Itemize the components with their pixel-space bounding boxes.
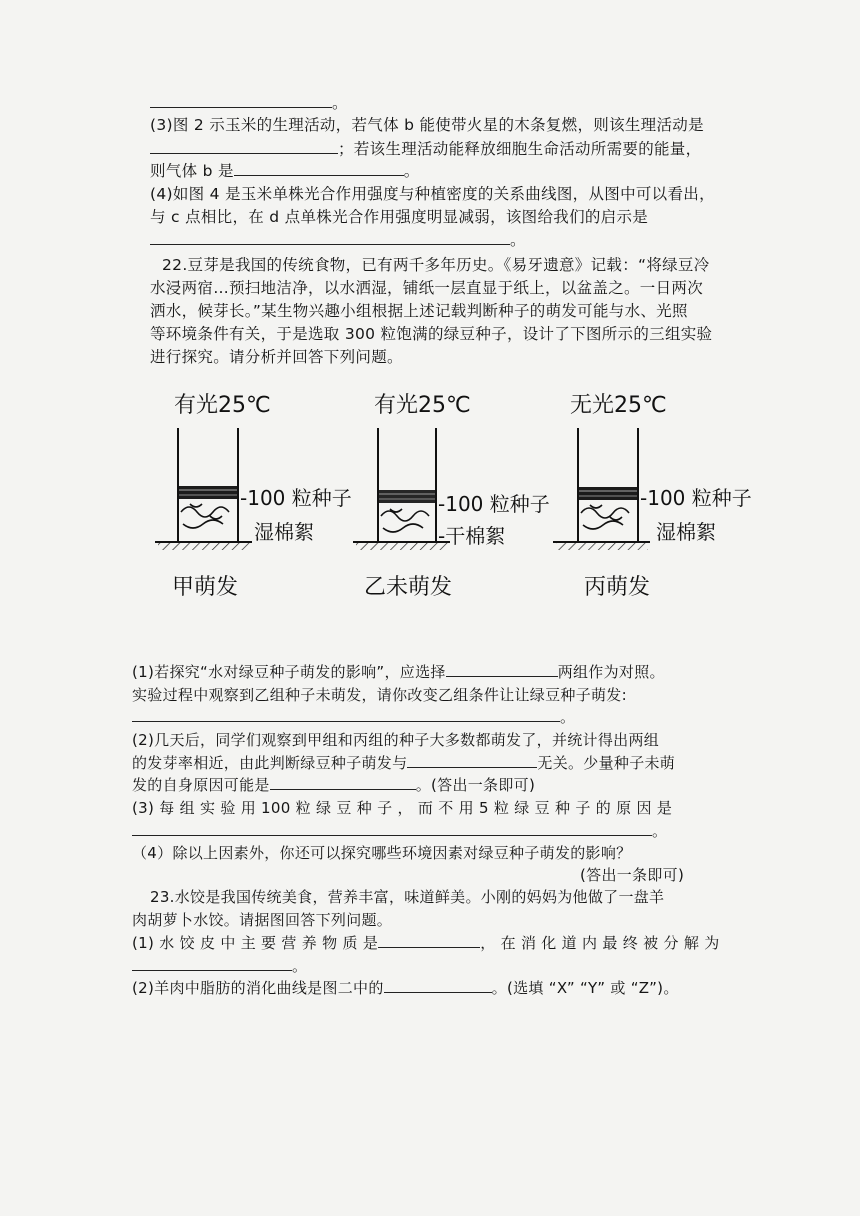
q22-sub1-line2: 实验过程中观察到乙组种子未萌发，请你改变乙组条件让让绿豆种子萌发: bbox=[132, 686, 627, 704]
q22-stem-line4: 等环境条件有关，于是选取 300 粒饱满的绿豆种子，设计了下图所示的三组实验 bbox=[150, 325, 713, 343]
q22-sub1-line3: 。 bbox=[132, 706, 732, 728]
q22-sub2-line3: 发的自身原因可能是 。(答出一条即可) bbox=[132, 776, 536, 794]
setup-yi-medium: -干棉絮 bbox=[438, 524, 506, 548]
answer-blank[interactable] bbox=[132, 821, 652, 836]
q22-stem-line3: 洒水，候芽长。”某生物兴趣小组根据上述记载判断种子的萌发可能与水、光照 bbox=[150, 302, 688, 320]
q22-sub4-line2: (答出一条即可) bbox=[580, 866, 685, 884]
q23-stem-line1: 23.水饺是我国传统美食，营养丰富，味道鲜美。小刚的妈妈为他做了一盘羊 bbox=[150, 888, 665, 906]
seed-layer bbox=[579, 487, 637, 500]
q23-stem-line2: 肉胡萝卜水饺。请据图回答下列问题。 bbox=[132, 911, 393, 929]
answer-blank[interactable] bbox=[270, 775, 416, 790]
setup-bing-condition: 无光25℃ bbox=[570, 393, 667, 418]
answer-blank[interactable] bbox=[150, 230, 510, 245]
q21-sub3-line3: 则气体 b 是 。 bbox=[150, 162, 420, 180]
q22-sub3-line2: 。 bbox=[132, 820, 732, 842]
q22-sub1-line1: (1)若探究“水对绿豆种子萌发的影响”，应选择 两组作为对照。 bbox=[132, 663, 665, 681]
seed-layer bbox=[179, 486, 237, 499]
answer-blank[interactable] bbox=[132, 956, 292, 971]
answer-blank[interactable] bbox=[407, 753, 537, 768]
setup-bing-seeds: -100 粒种子 bbox=[640, 486, 752, 510]
cotton-texture bbox=[581, 505, 629, 529]
setup-jia-seeds: -100 粒种子 bbox=[240, 486, 352, 510]
setup-yi-seeds: -100 粒种子 bbox=[438, 492, 550, 516]
setup-jia-medium: 湿棉絮 bbox=[254, 520, 314, 544]
answer-blank[interactable] bbox=[234, 161, 404, 176]
seed-layer bbox=[379, 490, 435, 503]
answer-blank[interactable] bbox=[384, 978, 492, 993]
answer-blank[interactable] bbox=[132, 707, 560, 722]
q22-stem-line5: 进行探究。请分析并回答下列问题。 bbox=[150, 348, 403, 366]
cotton-texture bbox=[381, 509, 429, 532]
answer-blank[interactable] bbox=[150, 139, 338, 154]
setup-yi-result: 乙未萌发 bbox=[364, 575, 453, 600]
setup-bing-result: 丙萌发 bbox=[584, 575, 651, 600]
q22-sub2-line1: (2)几天后，同学们观察到甲组和丙组的种子大多数都萌发了，并统计得出两组 bbox=[132, 731, 660, 749]
setup-yi bbox=[353, 428, 450, 550]
q22-sub2-line2: 的发芽率相近，由此判断绿豆种子萌发与 无关。少量种子未萌 bbox=[132, 754, 676, 772]
q21-sub3-line2: ；若该生理活动能释放细胞生命活动所需要的能量， bbox=[150, 138, 740, 160]
q23-sub1-line2: 。 bbox=[132, 955, 732, 977]
q21-answer-line-0: 。 bbox=[150, 92, 740, 114]
setup-bing-medium: 湿棉絮 bbox=[656, 520, 716, 544]
setup-jia-result: 甲萌发 bbox=[172, 575, 239, 600]
cotton-texture bbox=[181, 504, 229, 528]
answer-blank[interactable] bbox=[446, 662, 558, 677]
q23-sub1-line1: (1) 水 饺 皮 中 主 要 营 养 物 质 是 ， 在 消 化 道 内 最 终 被 分 解 为 bbox=[132, 934, 720, 952]
q21-sub4-line1: (4)如图 4 是玉米单株光合作用强度与种植密度的关系曲线图，从图中可以看出， bbox=[150, 185, 715, 203]
setup-jia-condition: 有光25℃ bbox=[174, 393, 271, 418]
q22-stem-line2: 水浸两宿…预扫地洁净，以水洒湿，铺纸一层直显于纸上，以盆盖之。一日两次 bbox=[150, 279, 704, 297]
answer-blank[interactable] bbox=[378, 933, 480, 948]
answer-blank[interactable] bbox=[150, 93, 332, 108]
q21-sub3-line1: (3)图 2 示玉米的生理活动，若气体 b 能使带火星的木条复燃，则该生理活动是 bbox=[150, 116, 704, 134]
setup-jia bbox=[155, 428, 252, 550]
experiment-figure bbox=[150, 384, 750, 614]
setup-bing bbox=[553, 428, 650, 550]
setup-yi-condition: 有光25℃ bbox=[374, 393, 471, 418]
q23-sub2-line1: (2)羊肉中脂肪的消化曲线是图二中的 。(选填 “X” “Y” 或 “Z”)。 bbox=[132, 979, 679, 997]
q21-sub4-line3: 。 bbox=[150, 229, 740, 251]
q22-stem-line1: 22.豆芽是我国的传统食物，已有两千多年历史。《易牙遗意》记载：“将绿豆冷 bbox=[162, 256, 710, 274]
q21-sub4-line2: 与 c 点相比，在 d 点单株光合作用强度明显减弱，该图给我们的启示是 bbox=[150, 208, 649, 226]
q22-sub3-line1: (3) 每 组 实 验 用 100 粒 绿 豆 种 子 ， 而 不 用 5 粒 绿 豆 种 子 的 原 因 是 bbox=[132, 799, 673, 817]
q22-sub4-line1: （4）除以上因素外，你还可以探究哪些环境因素对绿豆种子萌发的影响？ bbox=[132, 844, 632, 862]
